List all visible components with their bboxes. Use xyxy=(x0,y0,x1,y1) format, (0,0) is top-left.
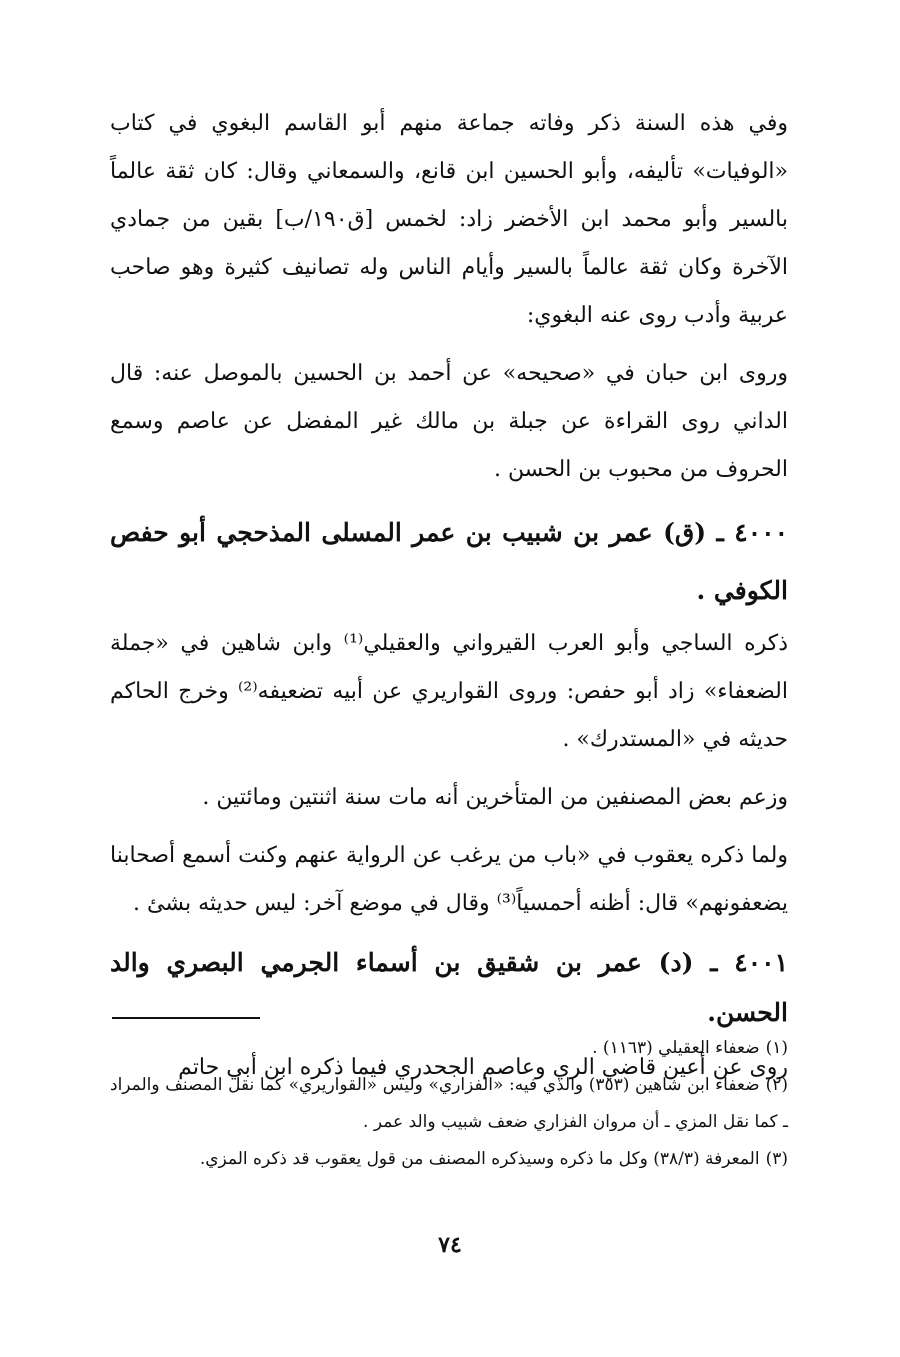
paragraph-ibn-hibban: وروى ابن حبان في «صحيحه» عن أحمد بن الحسين بالموصل عنه: قال الداني روى القراءة عن جبلة بن مالك غير المفضل عن عاصم وسمع الحروف من محبوب بن الحسن . xyxy=(110,361,788,482)
page-number: ٧٤ xyxy=(438,1232,462,1258)
footnote-number: (٣) xyxy=(765,1149,788,1169)
footnote-separator xyxy=(112,1017,260,1019)
footnote-2 xyxy=(110,1067,788,1141)
footnote-text: المعرفة (٣٨/٣) وكل ما ذكره وسيذكره المصنف من قول يعقوب قد ذكره المزي. xyxy=(199,1149,760,1169)
entry-heading-4001: ٤٠٠١ ـ (د) عمر بن شقيق بن أسماء الجرمي البصري والد الحسن. xyxy=(110,948,788,1027)
paragraph-narration: روى عن أعين قاضي الري وعاصم الجحدري فيما ذكره ابن أبي حاتم xyxy=(178,1055,788,1080)
footnote-number: (٢) xyxy=(765,1075,788,1095)
page-body xyxy=(110,100,788,1102)
paragraph-death-claim: وزعم بعض المصنفين من المتأخرين أنه مات سنة اثنتين ومائتين . xyxy=(202,785,788,810)
paragraph-saji-mention: ذكره الساجي وأبو العرب القيرواني والعقيلي⁽¹⁾ وابن شاهين في «جملة الضعفاء» زاد أبو حفص: وروى القواريري عن أبيه تضعيفه⁽²⁾ وخرج الحاكم حديثه في «المستدرك» . xyxy=(110,631,788,752)
footnote-text: ضعفاء العقيلي (١١٦٣) . xyxy=(592,1038,760,1058)
entry-heading-4000: ٤٠٠٠ ـ (ق) عمر بن شبيب بن عمر المسلى المذحجي أبو حفص الكوفي . xyxy=(110,518,788,605)
footnote-3 xyxy=(110,1141,788,1178)
paragraph-yaqub-mention: ولما ذكره يعقوب في «باب من يرغب عن الرواية عنهم وكنت أسمع أصحابنا يضعفونهم» قال: أظنه أحمسياً⁽³⁾ وقال في موضع آخر: ليس حديثه بشئ . xyxy=(110,843,788,916)
footnote-number: (١) xyxy=(765,1038,788,1058)
footnote-1 xyxy=(110,1030,788,1067)
footnotes xyxy=(110,1030,788,1178)
footnote-text: ضعفاء ابن شاهين (٣٥٣) والذي فيه: «الفزاري» وليس «القواريري» كما نقل المصنف والمراد ـ كما نقل المزي ـ أن مروان الفزاري ضعف شبيب والد عمر . xyxy=(110,1075,788,1132)
paragraph-abu-qasim-death: وفي هذه السنة ذكر وفاته جماعة منهم أبو القاسم البغوي في كتاب «الوفيات» تأليفه، وأبو الحسين ابن قانع، والسمعاني وقال: كان ثقة عالماً بالسير وأبو محمد ابن الأخضر زاد: لخمس [ق١٩٠/ب] بقين من جمادي الآخرة وكان ثقة عالماً بالسير وأيام الناس وله تصانيف كثيرة وهو صاحب عربية وأدب روى عنه البغوي: xyxy=(110,111,788,328)
